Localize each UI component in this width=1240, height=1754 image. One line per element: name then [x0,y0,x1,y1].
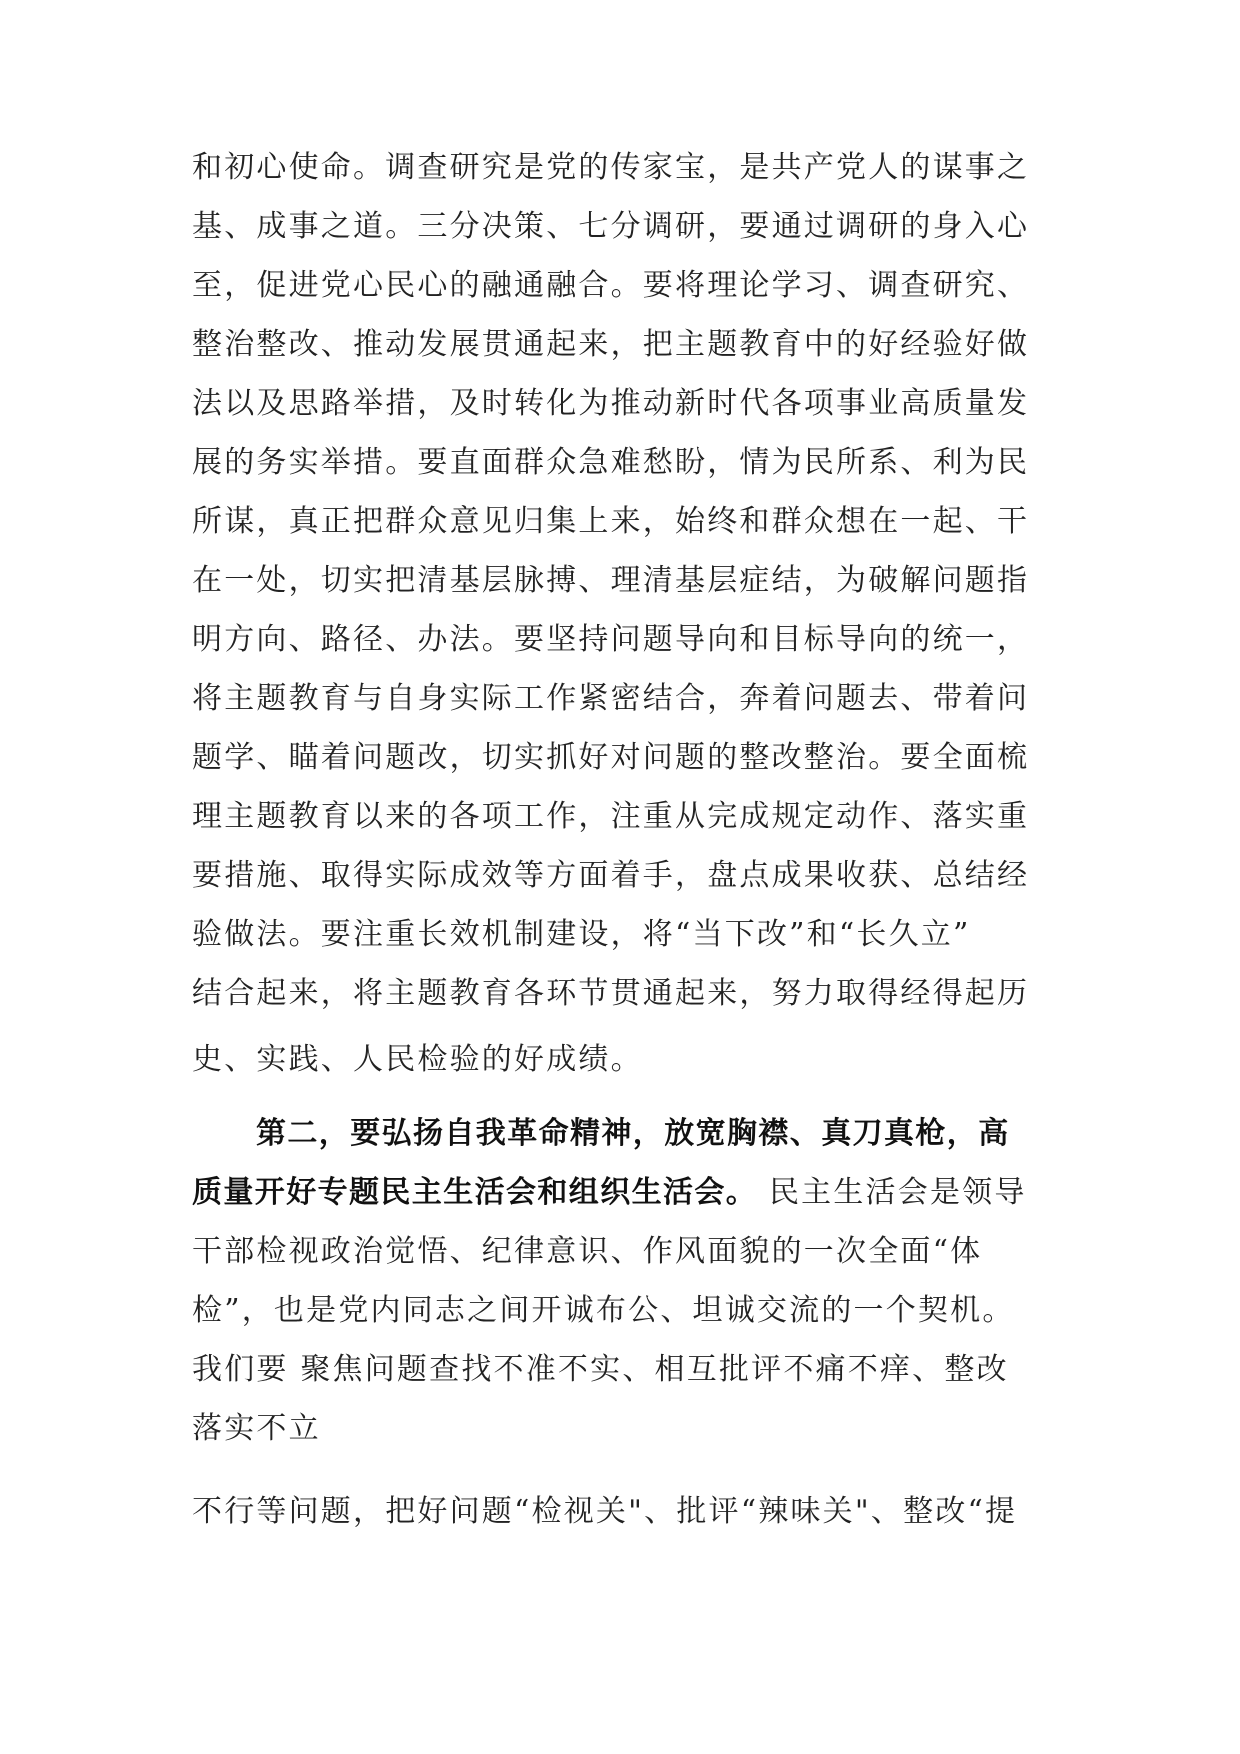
section-heading: 第二，要弘扬自我革命精神，放宽胸襟、真刀真枪，高 [256,1116,1010,1151]
body-text-line: 检”，也是党内同志之间开诚布公、坦诚交流的一个契机。 [192,1293,1015,1328]
body-text-line: 基、成事之道。三分决策、七分调研，要通过调研的身入心 [192,209,1030,244]
body-text-line: 落实不立 [192,1411,321,1446]
body-text-line: 我们要 聚焦问题查找不准不实、相互批评不痛不痒、整改 [192,1352,1009,1387]
body-text-line: 将主题教育与自身实际工作紧密结合，奔着问题去、带着问 [192,681,1030,716]
body-text-line: 结合起来，将主题教育各环节贯通起来，努力取得经得起历 [192,976,1030,1011]
body-text-line: 史、实践、人民检验的好成绩。 [192,1042,643,1077]
body-text-line: 整治整改、推动发展贯通起来，把主题教育中的好经验好做 [192,327,1030,362]
body-text-line: 不行等问题，把好问题“检视关"、批评“辣味关"、整改“提 [192,1494,1018,1529]
section-heading-bold-text: 质量开好专题民主生活会和组织生活会。 [192,1175,758,1210]
body-text-line: 明方向、路径、办法。要坚持问题导向和目标导向的统一， [192,622,1030,657]
body-text-line: 理主题教育以来的各项工作，注重从完成规定动作、落实重 [192,799,1030,834]
body-text-line: 干部检视政治觉悟、纪律意识、作风面貌的一次全面“体 [192,1234,983,1269]
body-text-line: 在一处，切实把清基层脉搏、理清基层症结，为破解问题指 [192,563,1030,598]
body-text-line: 至，促进党心民心的融通融合。要将理论学习、调查研究、 [192,268,1030,303]
body-text-line: 法以及思路举措，及时转化为推动新时代各项事业高质量发 [192,386,1030,421]
body-text-line: 和初心使命。调查研究是党的传家宝，是共产党人的谋事之 [192,150,1030,185]
body-text-span: 民主生活会是领导 [757,1175,1027,1210]
body-text-line: 展的务实举措。要直面群众急难愁盼，情为民所系、利为民 [192,445,1030,480]
body-text-line: 所谋，真正把群众意见归集上来，始终和群众想在一起、干 [192,504,1030,539]
body-text-line: 验做法。要注重长效机制建设，将“当下改”和“长久立” [192,917,971,952]
body-text-line: 要措施、取得实际成效等方面着手，盘点成果收获、总结经 [192,858,1030,893]
body-text-line: 题学、瞄着问题改，切实抓好对问题的整改整治。要全面梳 [192,740,1030,775]
section-heading-line [192,1169,1042,1217]
